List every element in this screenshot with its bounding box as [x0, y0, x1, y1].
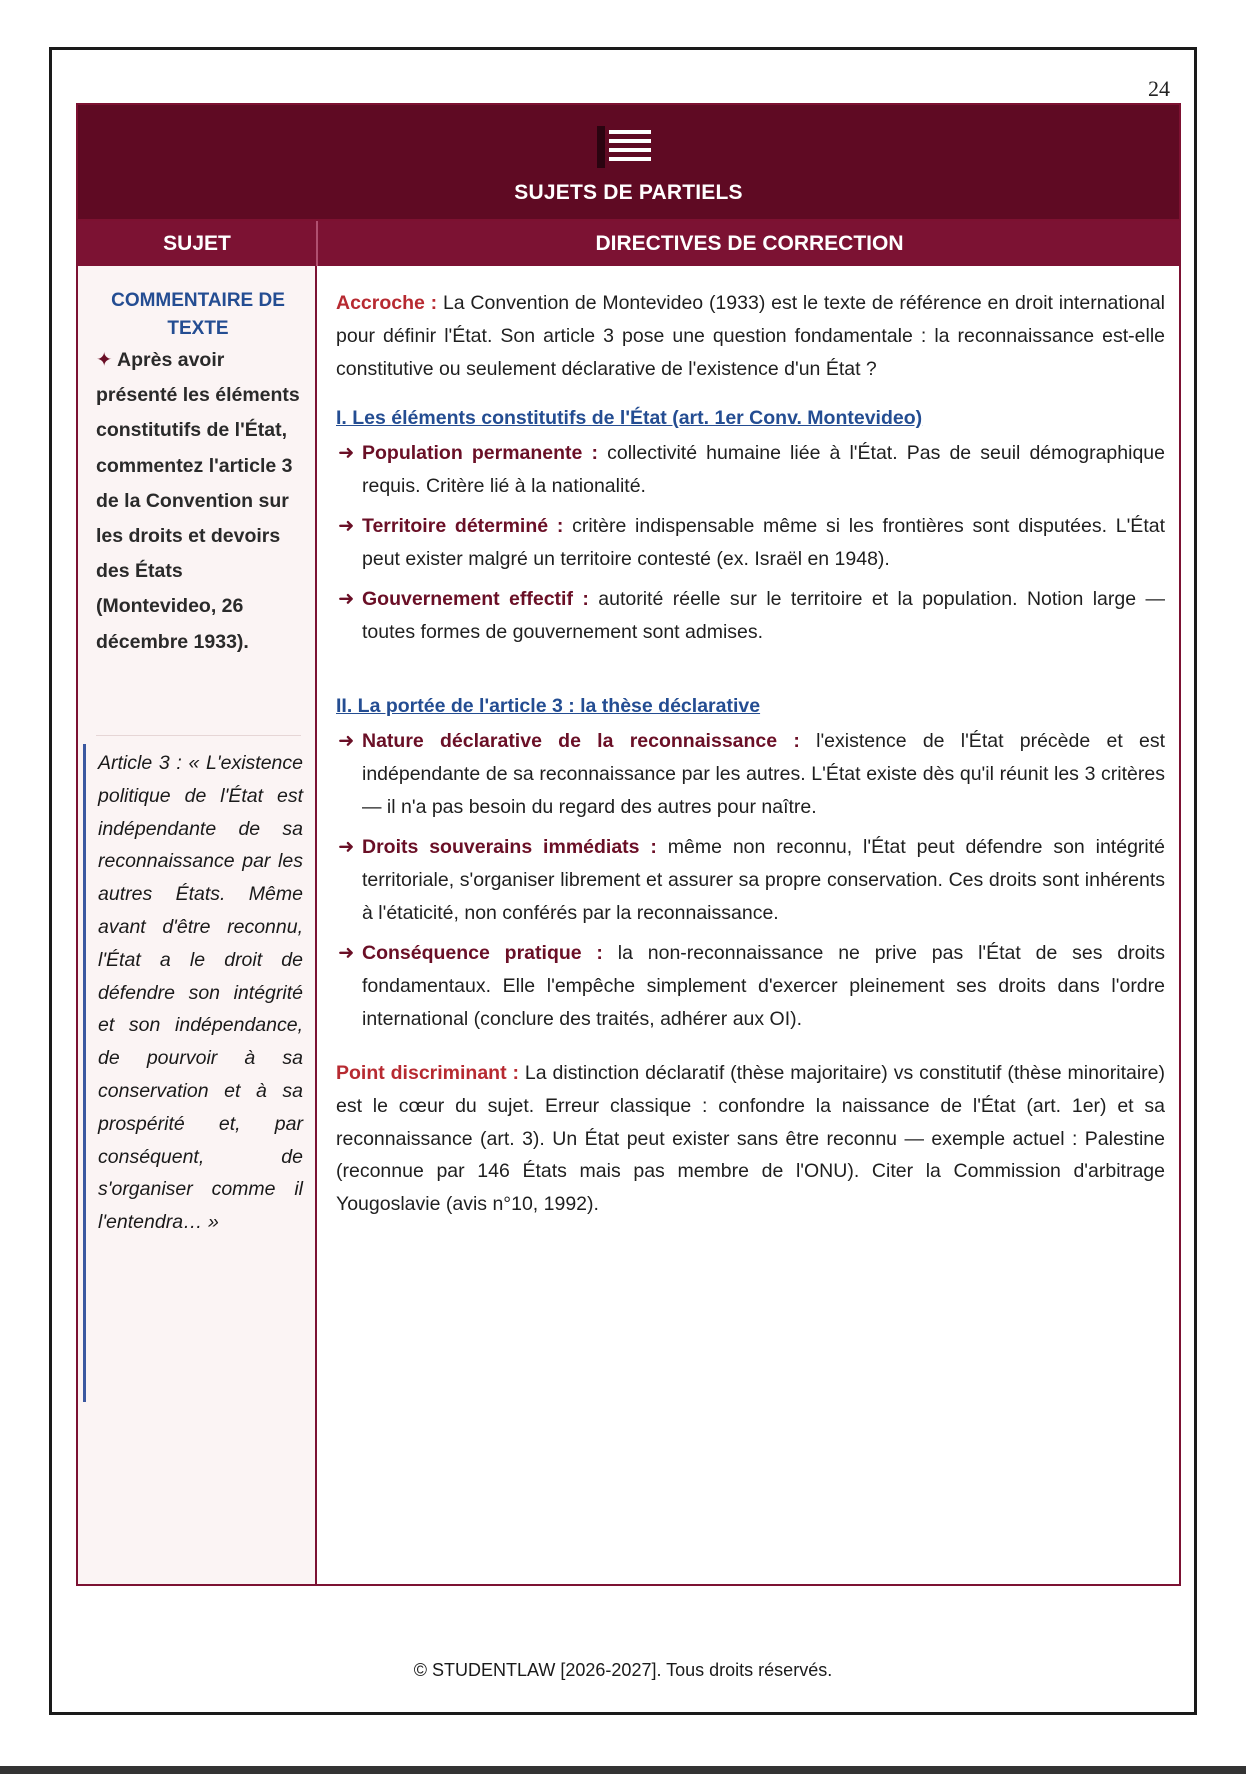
bullet-text: autorité réelle sur le territoire et la population. Notion large — toutes formes de gouvernement sont admises. [362, 588, 1165, 643]
arrow-icon: ➜ [338, 442, 355, 464]
hook-label: Accroche : [336, 292, 438, 314]
bullet-item [338, 725, 1166, 823]
article-quote-text: Article 3 : « L'existence politique de l'État est indépendante de sa reconnaissance par les autres États. Même avant d'être reconnu, l'État a le droit de défendre son intégrité et son indépendance, de pourvoir à sa conservation et à sa prospérité et, par conséquent, de s'organiser comme il l'entendra… » [98, 752, 303, 1234]
bullet-label: Population permanente : [362, 442, 598, 464]
banner-title: SUJETS DE PARTIELS [514, 181, 743, 204]
section-title-1: I. Les éléments constitutifs de l'État (art. 1er Conv. Montevideo) [336, 407, 923, 429]
bullet-text: critère indispensable même si les frontières sont disputées. L'État peut exister malgré un territoire contesté (ex. Israël en 1948). [362, 515, 1165, 570]
page-number: 24 [1148, 76, 1170, 101]
bullet-item [338, 583, 1165, 649]
arrow-icon: ➜ [338, 515, 355, 537]
key-point-text: La distinction déclaratif (thèse majoritaire) vs constitutif (thèse minoritaire) est le cœur du sujet. Erreur classique : confondre la naissance de l'État (art. 1er) et sa reconnaissance (art. 3). Un État peut exister sans être reconnu — exemple actuel : Palestine (reconnue par 146 États mais pas membre de l'ONU). Citer la Commission d'arbitrage Yougoslavie (avis n°10, 1992). [336, 1062, 1166, 1216]
subject-instruction [96, 343, 301, 660]
exercise-type: COMMENTAIRE DE TEXTE [111, 290, 285, 339]
table-body [76, 266, 1181, 1586]
column-header-subject: SUJET [76, 221, 316, 266]
bottom-bar [0, 1766, 1246, 1774]
arrow-icon: ➜ [338, 942, 355, 964]
bullet-text: même non reconnu, l'État peut défendre son intégrité territoriale, s'organiser librement et assurer sa propre conservation. Ces droits sont inhérents à l'étaticité, non conférés par la reconnaissance. [362, 836, 1166, 924]
correction-cell [319, 266, 1179, 1584]
bullet-text: la non-reconnaissance ne prive pas l'État de ses droits fondamentaux. Elle l'empêche simplement d'exercer pleinement ses droits dans l'ordre international (conclure des traités, adhérer aux OI). [362, 942, 1165, 1030]
page-frame [49, 47, 1197, 1715]
star-icon: ✦ [96, 349, 113, 371]
bullet-item [338, 510, 1165, 576]
bullet-label: Conséquence pratique : [362, 942, 603, 964]
arrow-icon: ➜ [338, 836, 355, 858]
subject-instruction-text: Après avoir présenté les éléments constitutifs de l'État, commentez l'article 3 de la Convention sur les droits et devoirs des États (Montevideo, 26 décembre 1933). [96, 349, 300, 653]
bullet-label: Droits souverains immédiats : [362, 836, 657, 858]
key-point-paragraph [336, 1057, 1165, 1221]
bullet-label: Gouvernement effectif : [362, 588, 589, 610]
arrow-icon: ➜ [338, 588, 355, 610]
section-title-2: II. La portée de l'article 3 : la thèse déclarative [336, 695, 761, 717]
hook-text: La Convention de Montevideo (1933) est le texte de référence en droit international pour définir l'État. Son article 3 pose une question fondamentale : la reconnaissance est-elle constitutive ou seulement déclarative de l'existence d'un État ? [336, 292, 1165, 380]
bullet-text: collectivité humaine liée à l'État. Pas de seuil démographique requis. Critère lié à la nationalité. [362, 442, 1165, 497]
banner [76, 103, 1181, 221]
bullet-text: l'existence de l'État précède et est indépendante de sa reconnaissance par les autres. L'État existe dès qu'il réunit les 3 critères — il n'a pas besoin du regard des autres pour naître. [362, 730, 1166, 818]
column-header-correction: DIRECTIVES DE CORRECTION [316, 221, 1181, 266]
article-quote [83, 744, 303, 1402]
bullet-item [338, 937, 1165, 1035]
arrow-icon: ➜ [338, 730, 355, 752]
bullet-label: Nature déclarative de la reconnaissance : [362, 730, 800, 752]
bullet-label: Territoire déterminé : [362, 515, 564, 537]
book-stack-icon [597, 126, 653, 168]
key-point-label: Point discriminant : [336, 1062, 519, 1084]
bullet-item [338, 437, 1165, 503]
subject-cell [78, 266, 317, 1584]
divider [96, 735, 301, 736]
copyright-footer: © STUDENTLAW [2026-2027]. Tous droits réservés. [413, 1660, 833, 1680]
bullet-item [338, 831, 1166, 929]
hook-paragraph [336, 287, 1165, 385]
